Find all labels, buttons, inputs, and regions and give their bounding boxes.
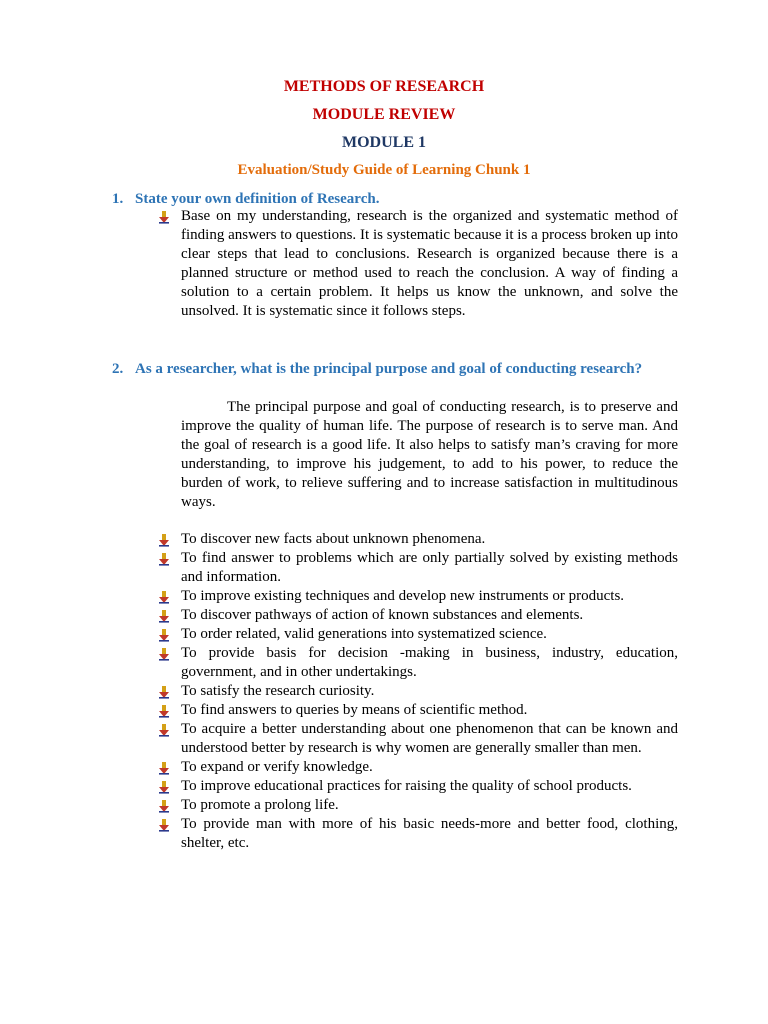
- question-number: 2.: [112, 361, 124, 377]
- list-item: To order related, valid generations into systematized science.: [157, 625, 678, 644]
- module-heading: MODULE 1: [342, 134, 426, 151]
- arrow-down-bullet-icon: [157, 704, 171, 718]
- list-item: To provide man with more of his basic needs-more and better food, clothing, shelter, etc.: [157, 815, 678, 853]
- arrow-down-bullet-icon: [157, 818, 171, 832]
- answer-1-list: [157, 207, 678, 321]
- list-item: To discover new facts about unknown phenomena.: [157, 530, 678, 549]
- list-item: To improve educational practices for raising the quality of school products.: [157, 777, 678, 796]
- list-item: To find answers to queries by means of scientific method.: [157, 701, 678, 720]
- arrow-down-bullet-icon: [157, 590, 171, 604]
- arrow-down-bullet-icon: [157, 761, 171, 775]
- arrow-down-bullet-icon: [157, 685, 171, 699]
- list-item: To provide basis for decision -making in business, industry, education, government, and in other undertakings.: [157, 644, 678, 682]
- arrow-down-bullet-icon: [157, 552, 171, 566]
- arrow-down-bullet-icon: [157, 647, 171, 661]
- document-title: METHODS OF RESEARCH: [283, 78, 485, 95]
- arrow-down-bullet-icon: [157, 533, 171, 547]
- arrow-down-bullet-icon: [157, 723, 171, 737]
- document-subtitle: MODULE REVIEW: [312, 106, 456, 123]
- study-guide-heading: Evaluation/Study Guide of Learning Chunk 1: [237, 162, 531, 178]
- question-2: [112, 360, 678, 379]
- list-item: To acquire a better understanding about one phenomenon that can be known and understood better by research is why women are generally smaller than men.: [157, 720, 678, 758]
- question-text: As a researcher, what is the principal purpose and goal of conducting research?: [135, 361, 643, 377]
- list-item: To improve existing techniques and develop new instruments or products.: [157, 587, 678, 606]
- list-item: To satisfy the research curiosity.: [157, 682, 678, 701]
- list-item: To find answer to problems which are only partially solved by existing methods and information.: [157, 549, 678, 587]
- list-item: To expand or verify knowledge.: [157, 758, 678, 777]
- arrow-down-bullet-icon: [157, 210, 171, 224]
- arrow-down-bullet-icon: [157, 609, 171, 623]
- arrow-down-bullet-icon: [157, 799, 171, 813]
- arrow-down-bullet-icon: [157, 780, 171, 794]
- list-item: To discover pathways of action of known substances and elements.: [157, 606, 678, 625]
- question-number: 1.: [112, 191, 124, 207]
- answer-2-list: [157, 530, 678, 853]
- arrow-down-bullet-icon: [157, 628, 171, 642]
- question-text: State your own definition of Research.: [135, 191, 380, 207]
- answer-2-paragraph: The principal purpose and goal of conducting research, is to preserve and improve the quality of human life. The purpose of research is to serve man. And the goal of research is a good life. It also helps to satisfy man’s craving for more understanding, to improve his judgement, to add to his power, to reduce the burden of work, to relieve suffering and to increase satisfaction in multitudinous ways.: [181, 399, 678, 510]
- list-item: Base on my understanding, research is the organized and systematic method of finding answers to questions. It is systematic because it is a process broken up into clear steps that lead to conclusions. Research is organized because there is a planned structure or method used to reach the conclusion. A way of finding a solution to a certain problem. It helps us know the unknown, and solve the unsolved. It is systematic since it follows steps.: [157, 207, 678, 321]
- list-item: To promote a prolong life.: [157, 796, 678, 815]
